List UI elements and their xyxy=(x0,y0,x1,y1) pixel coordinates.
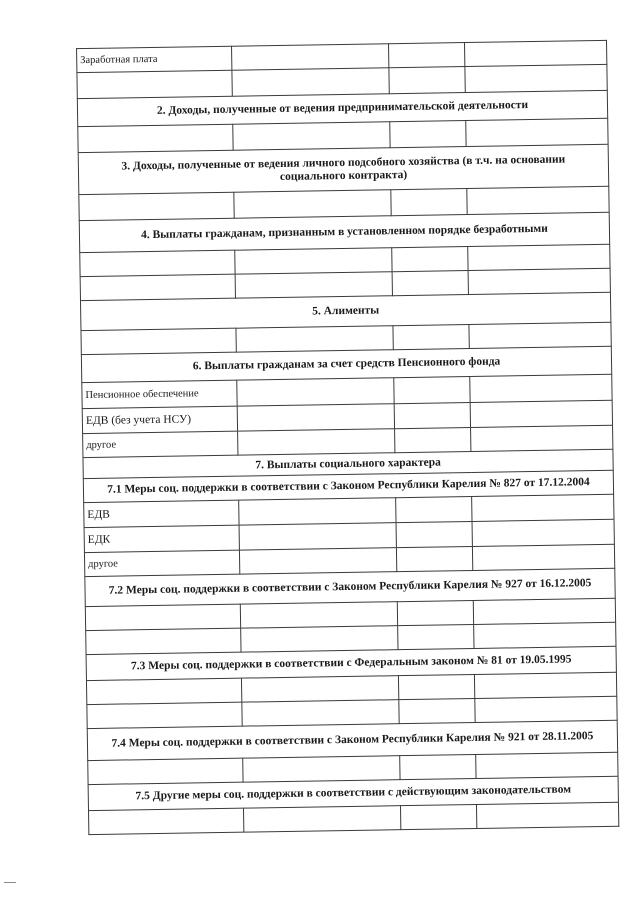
entry-cell[interactable] xyxy=(470,400,612,427)
entry-cell[interactable] xyxy=(236,326,393,352)
entry-cell[interactable] xyxy=(470,374,612,402)
entry-cell[interactable] xyxy=(239,498,396,525)
entry-cell[interactable] xyxy=(469,322,611,348)
entry-cell[interactable] xyxy=(396,497,472,523)
entry-cell[interactable] xyxy=(232,68,389,96)
entry-cell[interactable] xyxy=(472,519,614,546)
entry-cell[interactable] xyxy=(79,192,234,220)
entry-cell[interactable] xyxy=(237,404,394,431)
edv-label: ЕДВ (без учета НСУ) xyxy=(82,406,237,433)
entry-cell[interactable] xyxy=(241,626,398,652)
entry-cell[interactable] xyxy=(398,674,474,699)
entry-cell[interactable] xyxy=(472,494,614,521)
entry-cell[interactable] xyxy=(389,43,465,68)
pension-label: Пенсионное обеспечение xyxy=(82,380,237,408)
entry-cell[interactable] xyxy=(471,425,613,451)
entry-cell[interactable] xyxy=(394,377,470,404)
entry-cell[interactable] xyxy=(243,806,400,832)
entry-cell[interactable] xyxy=(466,118,608,146)
section-7-title: 7. Выплаты социального характера xyxy=(83,449,613,478)
section-7-4-title: 7.4 Меры соц. поддержки в соответствии с Законом Республики Карелия № 921 от 28.11.2005 xyxy=(87,720,617,760)
entry-cell[interactable] xyxy=(390,121,466,148)
entry-cell[interactable] xyxy=(400,804,476,829)
entry-cell[interactable] xyxy=(243,756,400,782)
form-page xyxy=(76,40,618,841)
entry-cell[interactable] xyxy=(240,602,397,628)
entry-cell[interactable] xyxy=(464,40,606,66)
entry-cell[interactable] xyxy=(234,190,391,218)
entry-cell[interactable] xyxy=(468,268,610,294)
entry-cell[interactable] xyxy=(235,272,392,298)
entry-cell[interactable] xyxy=(233,122,390,150)
entry-cell[interactable] xyxy=(465,64,607,92)
entry-cell[interactable] xyxy=(81,328,236,354)
entry-cell[interactable] xyxy=(400,754,476,779)
section-6-title: 6. Выплаты гражданам за счет средств Пенсионного фонда xyxy=(81,346,611,382)
entry-cell[interactable] xyxy=(239,523,396,550)
entry-cell[interactable] xyxy=(77,70,232,98)
entry-cell[interactable] xyxy=(89,808,244,834)
entry-cell[interactable] xyxy=(395,428,471,453)
entry-cell[interactable] xyxy=(399,698,475,723)
section-4-title: 4. Выплаты гражданам, признанным в установленном порядке безработными xyxy=(79,212,609,252)
entry-cell[interactable] xyxy=(473,598,615,624)
entry-cell[interactable] xyxy=(468,244,610,270)
entry-cell[interactable] xyxy=(396,546,472,571)
section-3-title-line1: 3. Доходы, полученные от ведения личного подсобного хозяйства (в т.ч. на основании xyxy=(121,152,566,172)
entry-cell[interactable] xyxy=(80,274,235,300)
entry-cell[interactable] xyxy=(88,758,243,784)
entry-cell[interactable] xyxy=(474,622,616,648)
entry-cell[interactable] xyxy=(476,752,618,778)
entry-cell[interactable] xyxy=(238,429,395,455)
entry-cell[interactable] xyxy=(87,702,242,728)
entry-cell[interactable] xyxy=(396,522,472,548)
entry-cell[interactable] xyxy=(472,544,614,570)
edk-label: ЕДК xyxy=(84,525,239,552)
entry-cell[interactable] xyxy=(392,247,468,272)
entry-cell[interactable] xyxy=(398,624,474,649)
entry-cell[interactable] xyxy=(237,378,394,406)
section-3-title-line2: социального контракта) xyxy=(279,168,408,183)
entry-cell[interactable] xyxy=(241,676,398,702)
entry-cell[interactable] xyxy=(235,248,392,274)
entry-cell[interactable] xyxy=(393,325,469,350)
entry-cell[interactable] xyxy=(397,600,473,625)
entry-cell[interactable] xyxy=(86,628,241,654)
other-label: другое xyxy=(84,550,239,576)
income-form-table xyxy=(76,40,619,835)
entry-cell[interactable] xyxy=(85,604,240,630)
entry-cell[interactable] xyxy=(475,696,617,722)
entry-cell[interactable] xyxy=(239,548,396,574)
entry-cell[interactable] xyxy=(389,67,465,94)
salary-label: Заработная плата xyxy=(77,46,232,72)
entry-cell[interactable] xyxy=(467,186,609,214)
entry-cell[interactable] xyxy=(391,189,467,216)
entry-cell[interactable] xyxy=(232,44,389,70)
entry-cell[interactable] xyxy=(476,802,618,828)
section-7-1-title: 7.1 Меры соц. поддержки в соответствии с Законом Республики Карелия № 827 от 17.12.2004 xyxy=(83,470,613,502)
section-7-2-title: 7.2 Меры соц. поддержки в соответствии с Законом Республики Карелия № 927 от 16.12.2005 xyxy=(85,568,615,606)
section-2-title: 2. Доходы, полученные от ведения предпринимательской деятельности xyxy=(77,90,607,126)
entry-cell[interactable] xyxy=(86,678,241,704)
section-7-3-title: 7.3 Меры соц. поддержки в соответствии с Федеральным законом № 81 от 19.05.1995 xyxy=(86,646,616,680)
entry-cell[interactable] xyxy=(78,124,233,152)
other-label: другое xyxy=(83,431,238,457)
edv-label: ЕДВ xyxy=(84,500,239,527)
entry-cell[interactable] xyxy=(394,403,470,429)
section-5-title: 5. Алименты xyxy=(80,292,610,330)
entry-cell[interactable] xyxy=(242,700,399,726)
entry-cell[interactable] xyxy=(392,271,468,296)
entry-cell[interactable] xyxy=(80,250,235,276)
scan-edge-mark xyxy=(4,882,16,883)
section-7-5-title: 7.5 Другие меры соц. поддержки в соответствии с действующим законодательством xyxy=(88,776,618,810)
entry-cell[interactable] xyxy=(474,672,616,698)
